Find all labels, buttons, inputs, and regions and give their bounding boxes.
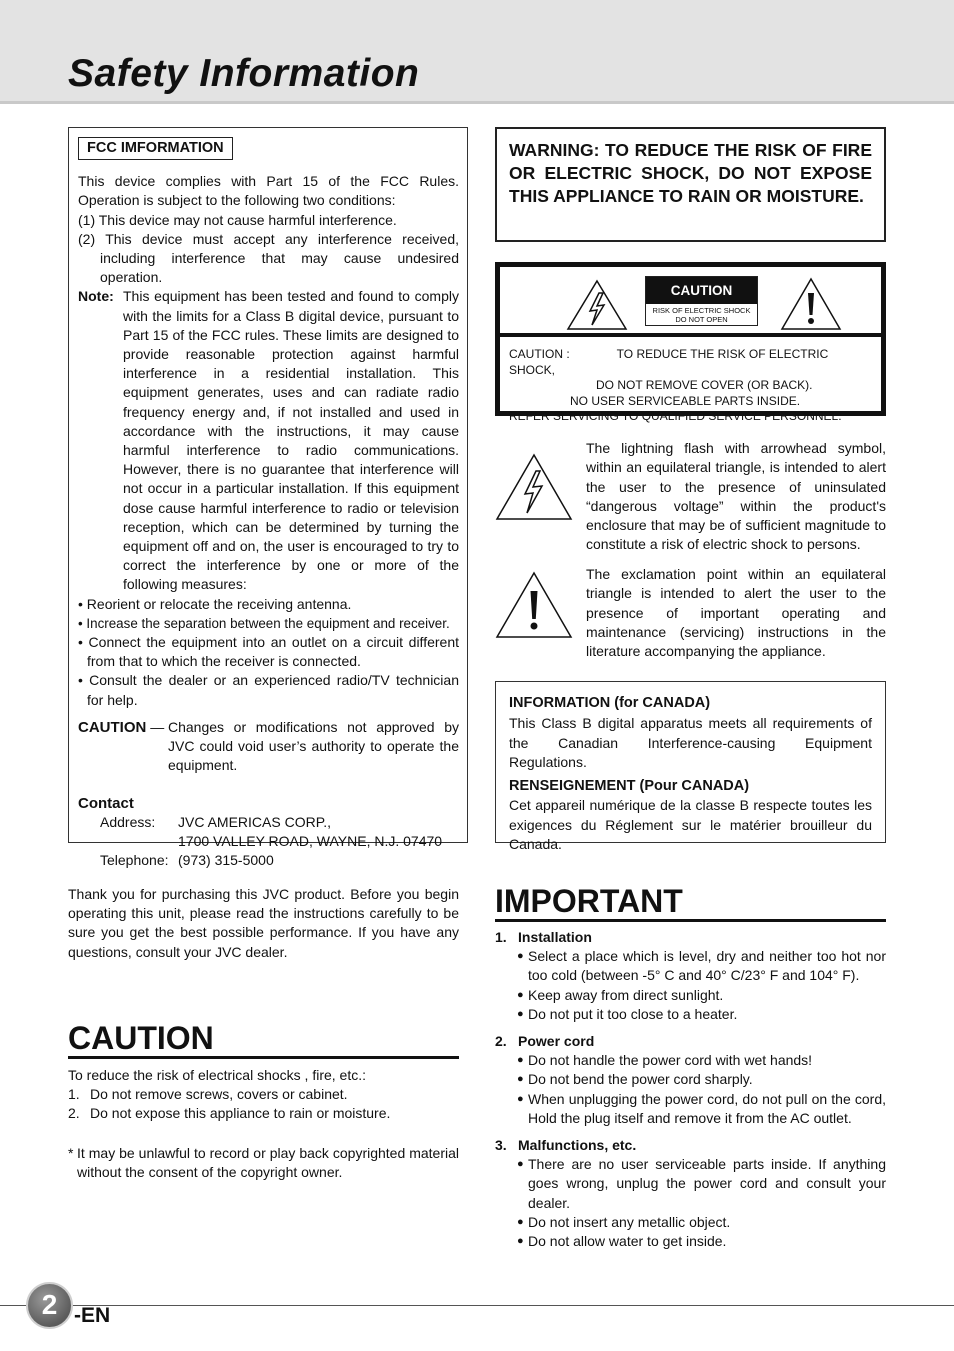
fcc-caution [78,718,459,776]
important-section-2-number: 2. [495,1033,507,1050]
fcc-condition-2: (2) This device must accept any interference received, including interference that may cause undesired operation. [78,230,459,286]
fcc-measure-1: • Reorient or relocate the receiving antenna. [78,595,352,612]
list-item [495,1090,886,1128]
caution-label-top [500,267,881,337]
address-label: Address: [100,813,156,830]
fcc-caution-dash: — [146,718,165,735]
warning-box: WARNING: TO REDUCE THE RISK OF FIRE OR ELECTRIC SHOCK, DO NOT EXPOSE THIS APPLIANCE TO RAIN OR MOISTURE. [495,127,886,242]
list-item-text: Select a place which is level, dry and neither too hot nor too cold (between -5° C and 40° C/23° F and 104° F). [528,948,886,984]
caution-label-prefix: CAUTION : [509,347,570,361]
page-number-badge: 2 [26,1282,73,1329]
caution-badge-sub-2: DO NOT OPEN [675,315,728,324]
caution-label-text [509,347,877,425]
fcc-caution-text: Changes or modifications not approved by JVC could void user’s authority to operate the equipment. [168,718,459,774]
address-line-2: 1700 VALLEY ROAD, WAYNE, N.J. 07470 [178,832,443,849]
contact-heading: Contact [78,794,134,812]
caution-label-graphic [495,262,886,423]
important-section-2-title: Power cord [518,1033,595,1050]
important-section-1-title: Installation [518,929,592,945]
page-title: Safety Information [68,52,420,95]
list-item-text: When unplugging the power cord, do not pull on the cord, Hold the plug itself and remove it from the AC outlet. [528,1090,886,1126]
lightning-explanation-text: The lightning flash with arrowhead symbol, within an equilateral triangle, is intended to alert the user to the presence of uninsulated “dangerous voltage” within the product's enclosure that may be of sufficient magnitude to constitute a risk of electric shock to persons. [586,440,886,553]
important-section-1-number: 1. [495,929,507,945]
exclamation-triangle-icon [495,571,573,639]
bullet-icon: ● [517,1007,524,1020]
canada-heading-en: INFORMATION (for CANADA) [509,695,711,711]
address-line-1: JVC AMERICAS CORP., [178,813,332,830]
important-section-3 [495,1136,886,1155]
lightning-triangle-icon [495,453,573,521]
list-item-text: Do not handle the power cord with wet hands! [528,1052,813,1069]
caution-label-line-1: TO REDUCE THE RISK OF ELECTRIC SHOCK, [509,347,829,377]
fcc-measure-3: • Connect the equipment into an outlet on a circuit different from that to which the receiver is connected. [78,634,459,670]
important-section-3-number: 3. [495,1137,507,1154]
footnote-text: It may be unlawful to record or play back copyrighted material without the consent of the copyright owner. [77,1144,459,1180]
lightning-explanation [495,439,886,559]
important-section-3-title: Malfunctions, etc. [518,1137,637,1154]
bullet-icon: ● [517,1235,524,1248]
telephone-value: (973) 315-5000 [178,852,274,869]
caution-badge-sub-1: RISK OF ELECTRIC SHOCK [652,306,751,315]
fcc-note [78,287,459,594]
list-item [495,1232,886,1251]
fcc-measure-2: • Increase the separation between the equipment and receiver. [78,615,450,631]
exclamation-explanation-text: The exclamation point within an equilateral triangle is intended to alert the user to the presence of important operating and maintenance (servicing) instructions in the literature accompanying the appliance. [586,566,886,660]
list-item [495,986,886,1005]
important-section-2 [495,1032,886,1051]
bullet-icon: ● [517,950,524,963]
header-rule [0,101,954,104]
fcc-caution-label: CAUTION [78,718,147,736]
exclamation-triangle-icon [780,277,842,331]
list-item-text: Keep away from direct sunlight. [528,986,724,1003]
contact-telephone [78,851,459,870]
caution-item-2-number: 2. [68,1105,80,1122]
contact-address-2 [78,832,459,851]
caution-item-1-number: 1. [68,1086,80,1103]
fcc-condition-1: (1) This device may not cause harmful interference. [78,211,397,228]
bullet-icon: ● [517,1073,524,1086]
canada-text-en: This Class B digital apparatus meets all requirements of the Canadian Interference-causing Equipment Regulations. [509,715,872,770]
fcc-information-box [68,127,468,869]
fcc-label: FCC IMFORMATION [78,137,233,160]
list-item [495,1005,886,1024]
list-item [495,1051,886,1070]
list-item-text: Do not bend the power cord sharply. [528,1071,753,1088]
canada-heading-fr: RENSEIGNEMENT (Pour CANADA) [509,778,750,795]
caution-badge [645,276,758,326]
important-body [495,928,886,1251]
bullet-icon: ● [517,1215,524,1228]
caution-label-line-3: NO USER SERVICEABLE PARTS INSIDE. [570,393,801,408]
fcc-intro: This device complies with Part 15 of the FCC Rules. Operation is subject to the following two conditions: [78,173,459,209]
caution-badge-title: CAUTION [646,277,757,304]
canada-text-fr: Cet appareil numérique de la classe B respecte toutes les exigences du Réglement sur le matérier brouilleur du Canada. [509,797,872,853]
exclamation-explanation [495,565,886,665]
canada-information-box [495,681,886,853]
caution-item-1-text: Do not remove screws, covers or cabinet. [90,1086,348,1103]
list-item [495,1070,886,1089]
page-suffix: -EN [74,1304,111,1327]
telephone-label: Telephone: [100,852,169,869]
caution-section-body [68,1066,459,1182]
fcc-measure-4: • Consult the dealer or an experienced radio/TV technician for help. [78,672,459,708]
bullet-icon: ● [517,1092,524,1105]
caution-item-2-text: Do not expose this appliance to rain or moisture. [90,1105,391,1122]
footer-rule [0,1305,954,1306]
caution-heading: CAUTION [68,1021,459,1059]
fcc-note-label: Note: [78,288,114,305]
caution-intro: To reduce the risk of electrical shocks , fire, etc.: [68,1067,367,1083]
list-item-text: There are no user serviceable parts inside. If anything goes wrong, unplug the power cord and consult your dealer. [528,1156,886,1211]
footnote-mark: * [68,1144,74,1161]
important-heading: IMPORTANT [495,884,886,922]
caution-item-1 [68,1085,459,1104]
bullet-icon: ● [517,1054,524,1067]
lightning-triangle-icon [566,279,628,331]
important-section-1 [495,928,886,947]
list-item-text: Do not put it too close to a heater. [528,1005,738,1022]
fcc-note-text: This equipment has been tested and found to comply with the limits for a Class B digital device, pursuant to Part 15 of the FCC rules. These limits are designed to provide reasonable protection against harmful interference in a residential installation. This equipment generates, uses and can radiate radio frequency energy and, if not installed and used in accordance with the instructions, it may cause harmful interference to radio communications. However, there is no guarantee that interference will not occur in a particular installation. If this equipment dose cause harmful interference to radio or television reception, which can be determined by turning the equipment off and on, the user is encouraged to try to correct the interference by one or more of the following measures: [123,288,459,593]
thank-you-text: Thank you for purchasing this JVC product. Before you begin operating this unit, please read the instructions carefully to be sure you get the best possible performance. If you have any questions, consult your JVC dealer. [68,886,459,960]
list-item-text: Do not insert any metallic object. [528,1213,731,1230]
list-item [495,1213,886,1232]
bullet-icon: ● [517,988,524,1001]
contact-address [78,813,459,832]
list-item [495,947,886,985]
caution-item-2 [68,1104,459,1123]
caution-label-line-4: REFER SERVICING TO QUALIFIED SERVICE PERSONNEL. [509,409,842,423]
copyright-footnote [68,1144,459,1182]
list-item [495,1155,886,1213]
caution-label-line-2: DO NOT REMOVE COVER (OR BACK). [596,378,813,392]
list-item-text: Do not allow water to get inside. [528,1233,727,1250]
bullet-icon: ● [517,1158,524,1171]
